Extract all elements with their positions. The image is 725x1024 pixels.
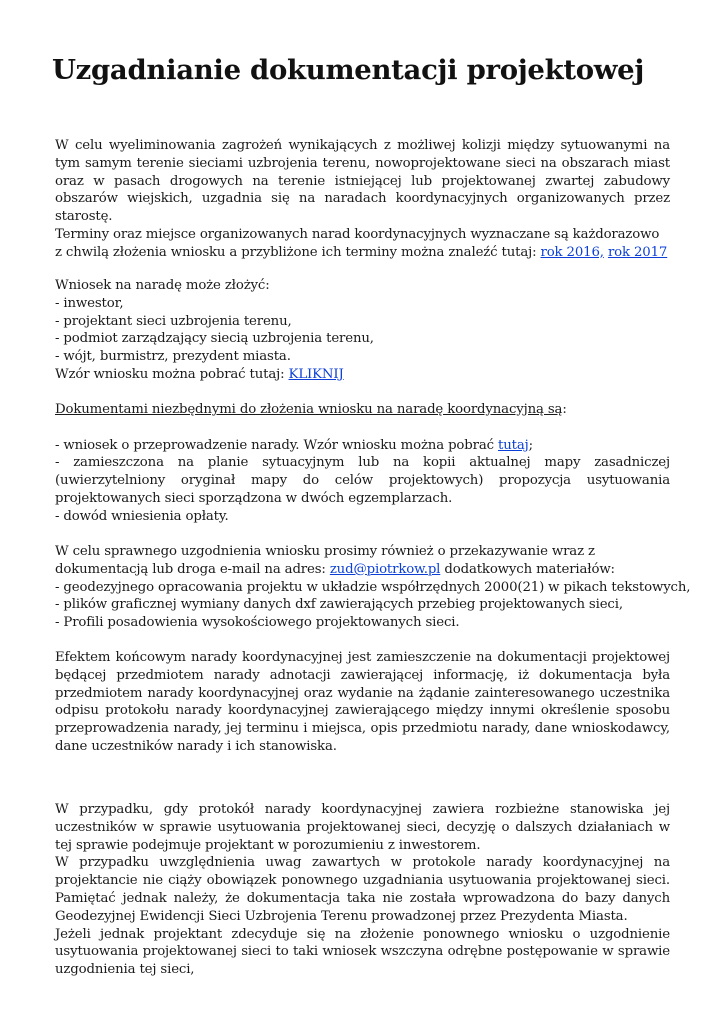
applicant-item: - wójt, burmistrz, prezydent miasta. — [55, 349, 291, 365]
final-section — [55, 801, 670, 979]
terms-paragraph — [55, 226, 670, 262]
effect-paragraph: Efektem końcowym narady koordynacyjnej jest zamieszczenie na dokumentacji projektowej będącej przedmiotem narady adnotacji zawierającej informację, iż dokumentacja była przedmiotem narady koordynacyjnej oraz wydanie na żądanie zainteresowanego uczestnika odpisu protokołu narady koordynacyjnej zawierającego między innymi określenie sposobu przeprowadzenia narady, jej terminu i miejsca, opis przedmiotu narady, dane wnioskodawcy, dane uczestników narady i ich stanowiska. — [55, 650, 670, 754]
link-rok-2016[interactable]: rok 2016, — [540, 244, 604, 260]
material-item: - Profili posadowienia wysokościowego projektowanych sieci. — [55, 615, 460, 631]
material-item: - plików graficznej wymiany danych dxf zawierających przebieg projektowanych sieci, — [55, 597, 623, 613]
final-paragraph-2: W przypadku uwzględnienia uwag zawartych w protokole narady koordynacyjnej na projektancie nie ciąży obowiązek ponownego uzgadniania usytuowania projektowanej sieci. Pamiętać jednak należy, że dokumentacja taka nie została wprowadzona do bazy danych Geodezyjnej Ewidencji Sieci Uzbrojenia Terenu prowadzonej przez Prezydenta Miasta. — [55, 855, 670, 924]
applicants-heading: Wniosek na naradę może złożyć: — [55, 278, 270, 293]
documents-heading-text: Dokumentami niezbędnymi do złożenia wniosku na naradę koordynacyjną są — [55, 402, 563, 417]
intro-section — [55, 137, 670, 262]
spacer — [55, 419, 670, 437]
link-rok-2017[interactable]: rok 2017 — [607, 244, 668, 260]
intro-paragraph: W celu wyeliminowania zagrożeń wynikających z możliwej kolizji między sytuowanymi na tym samym terenie sieciami uzbrojenia terenu, nowoprojektowane sieci na obszarach miast oraz w pasach drogowych na terenie istniejącej lub projektowanej zwartej zabudowy obszarów wiejskich, uzgadnia się na naradach koordynacyjnych organizowanych przez starostę. — [55, 138, 670, 225]
documents-section — [55, 401, 670, 526]
kliknij-link[interactable]: KLIKNIJ — [288, 366, 344, 382]
form-download-text: Wzór wniosku można pobrać tutaj: — [55, 366, 289, 382]
document-item-map: - zamieszczona na planie sytuacyjnym lub na kopii aktualnej mapy zasadniczej (uwierzytelniony oryginał mapy do celów projektowych) propozycja usytuowania projektowanych sieci sporządzona w dwóch egzemplarzach. — [55, 455, 670, 506]
tutaj-link[interactable]: tutaj — [498, 437, 529, 453]
applicant-item: - inwestor, — [55, 295, 124, 311]
email-link[interactable]: zud@piotrkow.pl — [329, 561, 441, 577]
terms-text: Terminy oraz miejsce organizowanych narad koordynacyjnych wyznaczane są każdorazowo z chwilą złożenia wniosku a przybliżone ich terminy można znaleźć tutaj: — [55, 226, 660, 260]
document-item-request-end: ; — [528, 437, 533, 453]
document-item-fee: - dowód wniesienia opłaty. — [55, 508, 229, 524]
documents-heading-colon: : — [562, 402, 567, 417]
document-item-request — [55, 437, 670, 455]
email-text-before: W celu sprawnego uzgodnienia wniosku prosimy również o przekazywanie wraz z dokumentacją lub droga e-mail na adres: — [55, 544, 595, 577]
email-section — [55, 543, 691, 632]
page-title: Uzgadnianie dokumentacji projektowej — [52, 54, 645, 86]
form-download-line — [55, 366, 670, 384]
applicant-item: - projektant sieci uzbrojenia terenu, — [55, 313, 292, 329]
documents-heading — [55, 401, 670, 419]
document-item-request-text: - wniosek o przeprowadzenie narady. Wzór wniosku można pobrać — [55, 437, 499, 453]
email-text-after: dodatkowych materiałów: — [440, 561, 615, 577]
email-paragraph — [55, 543, 670, 579]
applicants-section — [55, 277, 670, 384]
final-paragraph-1: W przypadku, gdy protokół narady koordynacyjnej zawiera rozbieżne stanowiska jej uczestników w sprawie usytuowania projektowanej sieci, decyzję o dalszych działaniach w tej sprawie podejmuje projektant w porozumieniu z inwestorem. — [55, 802, 670, 853]
applicant-item: - podmiot zarządzający siecią uzbrojenia terenu, — [55, 331, 374, 347]
material-item: - geodezyjnego opracowania projektu w układzie współrzędnych 2000(21) w pikach tekstowych, — [55, 579, 691, 595]
final-paragraph-3: Jeżeli jednak projektant zdecyduje się na złożenie ponownego wniosku o uzgodnienie usytuowania projektowanej sieci to taki wniosek wszczyna odrębne postępowanie w sprawie uzgodnienia tej sieci, — [55, 926, 670, 978]
